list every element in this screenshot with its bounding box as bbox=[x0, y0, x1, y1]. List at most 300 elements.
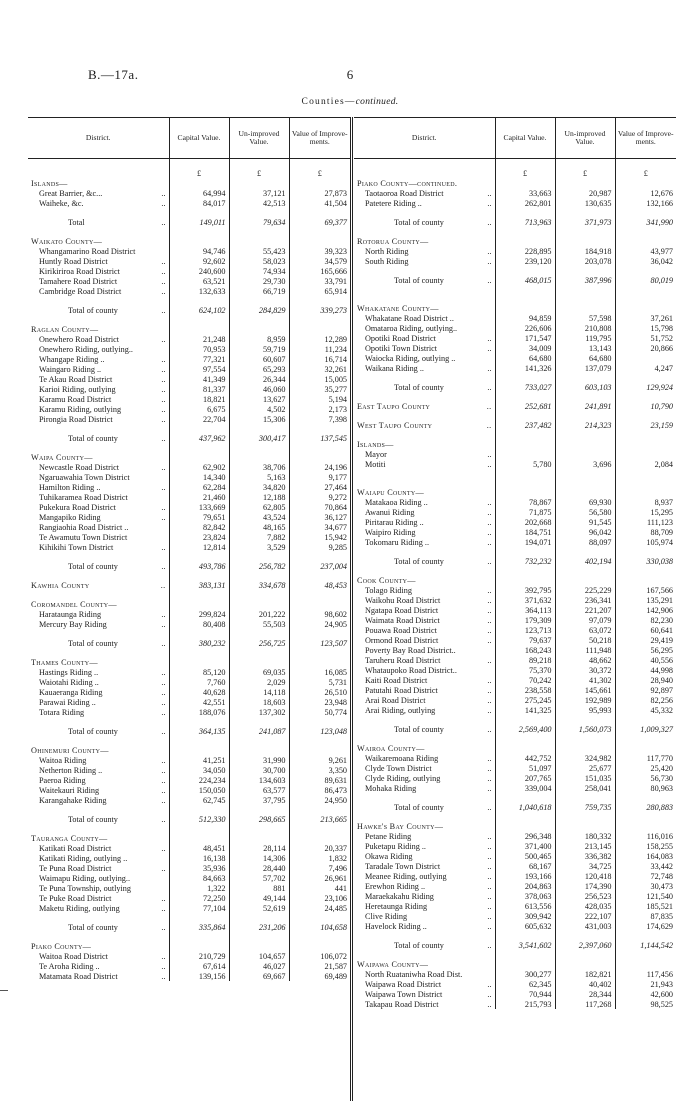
district-name bbox=[28, 452, 169, 462]
improvements-value bbox=[289, 424, 350, 433]
improvements-value: 9,285 bbox=[289, 542, 350, 552]
unimproved-value: 30,372 bbox=[555, 665, 615, 675]
capital-value: 75,370 bbox=[495, 665, 555, 675]
capital-value: 500,465 bbox=[495, 851, 555, 861]
unimproved-value: 26,344 bbox=[229, 374, 289, 384]
capital-value bbox=[169, 315, 229, 324]
district-name bbox=[28, 853, 169, 863]
improvements-value bbox=[615, 439, 676, 449]
district-name bbox=[354, 812, 495, 821]
unimproved-value bbox=[555, 715, 615, 724]
district-name bbox=[28, 354, 169, 364]
district-label: Patetere Riding .. bbox=[365, 198, 422, 208]
improvements-value: 129,924 bbox=[615, 382, 676, 392]
unimproved-value bbox=[229, 571, 289, 580]
capital-value: 188,076 bbox=[169, 707, 229, 717]
unimproved-value: 59,719 bbox=[229, 344, 289, 354]
improvements-value bbox=[615, 547, 676, 556]
improvements-value bbox=[289, 657, 350, 667]
capital-value: £ bbox=[495, 168, 555, 178]
unimproved-value: 8,959 bbox=[229, 334, 289, 344]
unimproved-value: 256,782 bbox=[229, 561, 289, 571]
district-label: Matamata Road District bbox=[39, 971, 118, 981]
leader-dots: .. bbox=[161, 542, 166, 552]
improvements-value bbox=[615, 715, 676, 724]
district-label: Total of county bbox=[394, 275, 444, 285]
district-name bbox=[354, 695, 495, 705]
leader-dots: .. bbox=[487, 999, 492, 1009]
improvements-value: 72,748 bbox=[615, 871, 676, 881]
unimproved-value: £ bbox=[229, 168, 289, 178]
district-label: East Taupo County bbox=[357, 401, 431, 411]
unimproved-value bbox=[229, 717, 289, 726]
leader-dots: .. bbox=[487, 831, 492, 841]
improvements-value: 105,974 bbox=[615, 537, 676, 547]
leader-dots: .. bbox=[161, 755, 166, 765]
spacer-row bbox=[354, 208, 676, 217]
capital-value: 16,138 bbox=[169, 853, 229, 863]
district-name bbox=[28, 217, 169, 227]
capital-value bbox=[169, 452, 229, 462]
leader-dots: .. bbox=[487, 517, 492, 527]
unimproved-value: 759,735 bbox=[555, 802, 615, 812]
spacer-row bbox=[354, 812, 676, 821]
leader-dots: .. bbox=[487, 783, 492, 793]
capital-value: 1,040,618 bbox=[495, 802, 555, 812]
capital-value: 605,632 bbox=[495, 921, 555, 931]
improvements-value: 41,504 bbox=[289, 198, 350, 208]
improvements-value: 15,295 bbox=[615, 507, 676, 517]
improvements-value: 27,464 bbox=[289, 482, 350, 492]
leader-dots: .. bbox=[161, 286, 166, 296]
capital-value: 139,156 bbox=[169, 971, 229, 981]
improvements-value bbox=[289, 629, 350, 638]
improvements-value: 70,864 bbox=[289, 502, 350, 512]
spacer-row bbox=[28, 648, 350, 657]
improvements-value: 164,083 bbox=[615, 851, 676, 861]
improvements-value bbox=[289, 571, 350, 580]
capital-value bbox=[495, 812, 555, 821]
leader-dots: .. bbox=[161, 462, 166, 472]
district-label: Whataupoko Road District.. bbox=[365, 665, 457, 675]
improvements-value: 69,489 bbox=[289, 971, 350, 981]
spacer-row bbox=[354, 227, 676, 236]
district-name bbox=[28, 667, 169, 677]
improvements-value: 158,255 bbox=[615, 841, 676, 851]
capital-value: 123,713 bbox=[495, 625, 555, 635]
county-heading-row bbox=[354, 575, 676, 585]
table-row bbox=[354, 763, 676, 773]
district-name bbox=[28, 315, 169, 324]
capital-value bbox=[169, 736, 229, 745]
leader-dots: .. bbox=[487, 256, 492, 266]
district-label: Patutahi Road District bbox=[365, 685, 438, 695]
district-name bbox=[28, 532, 169, 542]
district-name bbox=[354, 763, 495, 773]
district-name bbox=[354, 911, 495, 921]
improvements-value: 15,005 bbox=[289, 374, 350, 384]
district-name bbox=[354, 323, 495, 333]
district-name bbox=[354, 353, 495, 363]
capital-value: 71,875 bbox=[495, 507, 555, 517]
improvements-value: 86,473 bbox=[289, 785, 350, 795]
table-row bbox=[28, 843, 350, 853]
unimproved-value bbox=[229, 424, 289, 433]
capital-value bbox=[169, 941, 229, 951]
improvements-value: 20,337 bbox=[289, 843, 350, 853]
capital-value bbox=[495, 236, 555, 246]
district-name bbox=[354, 655, 495, 665]
capital-value bbox=[169, 424, 229, 433]
capital-value bbox=[169, 833, 229, 843]
improvements-value: 111,123 bbox=[615, 517, 676, 527]
district-label: Kaiti Road District bbox=[365, 675, 428, 685]
district-name bbox=[28, 883, 169, 893]
improvements-value: 98,525 bbox=[615, 999, 676, 1009]
county-total-row bbox=[354, 556, 676, 566]
capital-value: 252,681 bbox=[495, 401, 555, 411]
district-label: Total of county bbox=[68, 726, 118, 736]
unimproved-value bbox=[229, 315, 289, 324]
capital-value bbox=[495, 303, 555, 313]
capital-value: 79,651 bbox=[169, 512, 229, 522]
table-row bbox=[354, 507, 676, 517]
column-divider bbox=[350, 117, 353, 1101]
district-label: Arai Road District bbox=[365, 695, 426, 705]
unimproved-value: 214,323 bbox=[555, 420, 615, 430]
unimproved-value: 120,418 bbox=[555, 871, 615, 881]
table-row bbox=[354, 753, 676, 763]
unimproved-value: 137,302 bbox=[229, 707, 289, 717]
district-label: Ngaruawahia Town District bbox=[39, 472, 130, 482]
capital-value: 2,569,400 bbox=[495, 724, 555, 734]
capital-value: 35,936 bbox=[169, 863, 229, 873]
district-name bbox=[354, 303, 495, 313]
leader-dots: .. bbox=[487, 507, 492, 517]
document-code: B.—17a. bbox=[88, 67, 139, 82]
district-label: Katikati Riding, outlying .. bbox=[39, 853, 128, 863]
improvements-value bbox=[289, 736, 350, 745]
leader-dots: .. bbox=[161, 843, 166, 853]
district-name bbox=[354, 198, 495, 208]
spacer-row bbox=[354, 547, 676, 556]
capital-value bbox=[495, 487, 555, 497]
district-label: Erewhon Riding .. bbox=[365, 881, 426, 891]
capital-value: 70,953 bbox=[169, 344, 229, 354]
district-label: Parawai Riding .. bbox=[39, 697, 96, 707]
table-row bbox=[28, 853, 350, 863]
district-label: Karangahake Riding bbox=[39, 795, 107, 805]
unimproved-value bbox=[555, 478, 615, 487]
district-name bbox=[28, 256, 169, 266]
district-name bbox=[28, 188, 169, 198]
unimproved-value: 57,702 bbox=[229, 873, 289, 883]
improvements-value: 137,545 bbox=[289, 433, 350, 443]
table-row bbox=[354, 188, 676, 198]
unimproved-value bbox=[555, 931, 615, 940]
capital-value: 82,842 bbox=[169, 522, 229, 532]
district-label: Waiotahi Riding .. bbox=[39, 677, 99, 687]
improvements-value: 87,835 bbox=[615, 911, 676, 921]
table-row bbox=[28, 344, 350, 354]
unimproved-value: 210,808 bbox=[555, 323, 615, 333]
spacer-row bbox=[28, 824, 350, 833]
unimproved-value bbox=[555, 294, 615, 303]
district-label: Heretaunga Riding bbox=[365, 901, 428, 911]
improvements-value: 34,579 bbox=[289, 256, 350, 266]
unimproved-value bbox=[555, 392, 615, 401]
spacer-row bbox=[354, 469, 676, 478]
district-name bbox=[354, 734, 495, 743]
capital-value bbox=[169, 824, 229, 833]
capital-value: 33,663 bbox=[495, 188, 555, 198]
district-label: North Ruataniwha Road Dist. bbox=[365, 969, 463, 979]
improvements-value: 50,774 bbox=[289, 707, 350, 717]
district-name bbox=[354, 931, 495, 940]
table-row bbox=[28, 286, 350, 296]
capital-value: 239,120 bbox=[495, 256, 555, 266]
unimproved-value: 603,103 bbox=[555, 382, 615, 392]
improvements-value bbox=[289, 824, 350, 833]
district-name bbox=[354, 294, 495, 303]
district-label: Coromandel County— bbox=[31, 599, 117, 609]
table-row bbox=[354, 783, 676, 793]
district-name bbox=[28, 941, 169, 951]
capital-value: 224,234 bbox=[169, 775, 229, 785]
improvements-value bbox=[289, 805, 350, 814]
district-label: Total of county bbox=[394, 217, 444, 227]
capital-value bbox=[495, 715, 555, 724]
district-label: Total of county bbox=[394, 802, 444, 812]
table-row bbox=[354, 353, 676, 363]
improvements-value: 48,453 bbox=[289, 580, 350, 590]
district-label: Te Aroha Riding .. bbox=[39, 961, 100, 971]
county-total-row bbox=[354, 275, 676, 285]
leader-dots: .. bbox=[486, 401, 492, 411]
unimproved-value: 56,580 bbox=[555, 507, 615, 517]
district-name bbox=[354, 724, 495, 734]
improvements-value: 123,507 bbox=[289, 638, 350, 648]
capital-value bbox=[495, 294, 555, 303]
table-row bbox=[354, 363, 676, 373]
unimproved-value: 37,795 bbox=[229, 795, 289, 805]
county-heading-row bbox=[354, 178, 676, 188]
district-name bbox=[28, 276, 169, 286]
district-name bbox=[354, 831, 495, 841]
unimproved-value bbox=[555, 821, 615, 831]
unimproved-value: 174,390 bbox=[555, 881, 615, 891]
capital-value: 275,245 bbox=[495, 695, 555, 705]
capital-value: 80,408 bbox=[169, 619, 229, 629]
district-label: Tokomaru Riding .. bbox=[365, 537, 430, 547]
improvements-value: 26,961 bbox=[289, 873, 350, 883]
table-row bbox=[28, 462, 350, 472]
district-name bbox=[28, 745, 169, 755]
improvements-value bbox=[615, 392, 676, 401]
capital-value: 141,325 bbox=[495, 705, 555, 715]
capital-value: 72,250 bbox=[169, 893, 229, 903]
leader-dots: .. bbox=[487, 449, 492, 459]
capital-value: 194,071 bbox=[495, 537, 555, 547]
district-label: Waipiro Riding bbox=[365, 527, 416, 537]
county-heading-row bbox=[28, 178, 350, 188]
district-label: Mangapiko Riding bbox=[39, 512, 101, 522]
capital-value: 237,482 bbox=[495, 420, 555, 430]
table-row bbox=[28, 609, 350, 619]
leader-dots: .. bbox=[487, 695, 492, 705]
capital-value: 12,814 bbox=[169, 542, 229, 552]
district-label: Waiocka Riding, outlying .. bbox=[365, 353, 456, 363]
leader-dots: .. bbox=[487, 246, 492, 256]
district-label: Total bbox=[68, 217, 85, 227]
leader-dots: .. bbox=[487, 685, 492, 695]
table-row bbox=[28, 755, 350, 765]
improvements-value bbox=[615, 227, 676, 236]
leader-dots: .. bbox=[161, 334, 166, 344]
capital-value: 89,218 bbox=[495, 655, 555, 665]
improvements-value bbox=[289, 590, 350, 599]
capital-value: 371,632 bbox=[495, 595, 555, 605]
district-name bbox=[28, 561, 169, 571]
district-label: Tauranga County— bbox=[31, 833, 108, 843]
table-row bbox=[354, 861, 676, 871]
capital-value: 77,321 bbox=[169, 354, 229, 364]
district-label: Pirongia Road District bbox=[39, 414, 113, 424]
unimproved-value: 184,918 bbox=[555, 246, 615, 256]
table-header-row bbox=[28, 118, 350, 159]
unimproved-value: 151,035 bbox=[555, 773, 615, 783]
capital-value: 23,824 bbox=[169, 532, 229, 542]
improvements-value: 44,998 bbox=[615, 665, 676, 675]
unimproved-value: 104,657 bbox=[229, 951, 289, 961]
district-label: South Riding bbox=[365, 256, 409, 266]
district-name bbox=[354, 685, 495, 695]
table-row bbox=[28, 512, 350, 522]
district-name bbox=[28, 657, 169, 667]
unimproved-value: 137,079 bbox=[555, 363, 615, 373]
unimproved-value: 13,627 bbox=[229, 394, 289, 404]
unimproved-value bbox=[229, 208, 289, 217]
improvements-value: 21,587 bbox=[289, 961, 350, 971]
capital-value bbox=[495, 266, 555, 275]
district-name bbox=[354, 625, 495, 635]
improvements-value: 11,234 bbox=[289, 344, 350, 354]
capital-value: 732,232 bbox=[495, 556, 555, 566]
table-title bbox=[0, 98, 700, 108]
improvements-value bbox=[615, 734, 676, 743]
improvements-value: 43,977 bbox=[615, 246, 676, 256]
county-heading-row bbox=[28, 452, 350, 462]
unimproved-value bbox=[555, 303, 615, 313]
district-label: Te Puna Road District bbox=[39, 863, 112, 873]
table-row bbox=[354, 615, 676, 625]
district-name bbox=[28, 482, 169, 492]
leader-dots: .. bbox=[486, 420, 492, 430]
capital-value: 42,551 bbox=[169, 697, 229, 707]
district-label: Maraekakahu Riding bbox=[365, 891, 434, 901]
district-name bbox=[354, 459, 495, 469]
improvements-value: 441 bbox=[289, 883, 350, 893]
district-name bbox=[28, 805, 169, 814]
improvements-value: 9,177 bbox=[289, 472, 350, 482]
unimproved-value: 7,882 bbox=[229, 532, 289, 542]
district-name bbox=[28, 472, 169, 482]
spacer-row bbox=[28, 717, 350, 726]
improvements-value bbox=[289, 315, 350, 324]
improvements-value bbox=[615, 266, 676, 275]
capital-value: 84,017 bbox=[169, 198, 229, 208]
district-name bbox=[28, 344, 169, 354]
table-row bbox=[28, 883, 350, 893]
district-label: Waipawa County— bbox=[357, 959, 429, 969]
spacer-row bbox=[28, 590, 350, 599]
spacer-row bbox=[28, 736, 350, 745]
district-label: Waipawa Town District bbox=[365, 989, 443, 999]
capital-value: 78,867 bbox=[495, 497, 555, 507]
district-name bbox=[354, 285, 495, 294]
county-heading-row bbox=[354, 487, 676, 497]
county-heading-row bbox=[28, 324, 350, 334]
improvements-value: 10,790 bbox=[615, 401, 676, 411]
district-label: Onewhero Road District bbox=[39, 334, 120, 344]
district-name bbox=[354, 989, 495, 999]
table-row bbox=[28, 354, 350, 364]
district-name bbox=[28, 971, 169, 981]
capital-value bbox=[495, 478, 555, 487]
table-row bbox=[28, 687, 350, 697]
table-row bbox=[354, 343, 676, 353]
improvements-value: 27,873 bbox=[289, 188, 350, 198]
improvements-value: 4,247 bbox=[615, 363, 676, 373]
improvements-value: 15,798 bbox=[615, 323, 676, 333]
capital-value: 339,004 bbox=[495, 783, 555, 793]
district-name bbox=[28, 208, 169, 217]
district-name bbox=[28, 717, 169, 726]
district-name bbox=[354, 645, 495, 655]
district-label: Islands— bbox=[31, 178, 68, 188]
district-name bbox=[28, 227, 169, 236]
district-name bbox=[354, 753, 495, 763]
district-label: Clive Riding bbox=[365, 911, 408, 921]
leader-dots: .. bbox=[487, 363, 492, 373]
capital-value: 335,864 bbox=[169, 922, 229, 932]
district-name bbox=[28, 795, 169, 805]
improvements-value bbox=[615, 575, 676, 585]
table-row bbox=[354, 705, 676, 715]
spacer-row bbox=[28, 424, 350, 433]
improvements-value: 104,658 bbox=[289, 922, 350, 932]
district-label: Rangiaohia Road District .. bbox=[39, 522, 129, 532]
district-name bbox=[28, 677, 169, 687]
district-name bbox=[28, 961, 169, 971]
district-name bbox=[354, 411, 495, 420]
capital-value: 67,614 bbox=[169, 961, 229, 971]
leader-dots: .. bbox=[161, 863, 166, 873]
unimproved-value: 2,397,060 bbox=[555, 940, 615, 950]
district-name bbox=[28, 814, 169, 824]
capital-value bbox=[169, 805, 229, 814]
capital-value: 14,340 bbox=[169, 472, 229, 482]
leader-dots: .. bbox=[161, 609, 166, 619]
capital-value: 34,009 bbox=[495, 343, 555, 353]
unimproved-value: 34,820 bbox=[229, 482, 289, 492]
district-name bbox=[354, 217, 495, 227]
spacer-row bbox=[28, 913, 350, 922]
capital-value bbox=[495, 392, 555, 401]
improvements-value bbox=[615, 430, 676, 439]
district-label: Netherton Riding .. bbox=[39, 765, 103, 775]
capital-value: 299,824 bbox=[169, 609, 229, 619]
